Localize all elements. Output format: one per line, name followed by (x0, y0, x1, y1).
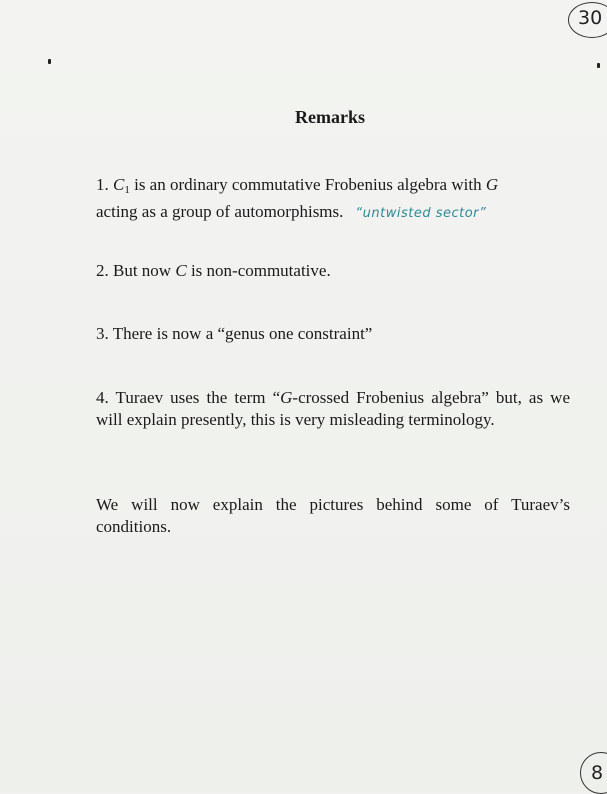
speck-mark (48, 59, 51, 64)
page-title: Remarks (295, 107, 365, 127)
remark-number: 1. (96, 175, 109, 194)
remark-number: 4. (96, 388, 109, 407)
page-number-top: 30 (578, 7, 603, 29)
remark-text: But now (113, 261, 176, 280)
math-subscript: 1 (124, 184, 130, 196)
remark-number: 3. (96, 324, 109, 343)
remark-text: acting as a group of automorphisms. (96, 202, 344, 221)
math-symbol: G (280, 388, 293, 407)
remark-2 (96, 260, 570, 282)
remark-4 (96, 387, 570, 431)
remark-3 (96, 323, 570, 345)
remark-1 (96, 174, 570, 225)
remark-text: Turaev uses the term “ (115, 388, 281, 407)
math-symbol: C (113, 175, 125, 194)
remark-text: is non-commutative. (186, 261, 331, 280)
closing-paragraph: We will now explain the pictures behind some of Turaev’s conditions. (96, 495, 570, 536)
speck-mark (597, 63, 600, 68)
remark-text: -crossed Frobenius algebra” but, as we will explain presently, this is very misleading terminology. (96, 388, 570, 429)
remark-text: is an ordinary commutative Frobenius algebra with (129, 175, 486, 194)
math-symbol: C (175, 261, 187, 280)
handwritten-annotation: “untwisted sector” (355, 206, 487, 221)
remark-number: 2. (96, 261, 109, 280)
math-symbol: G (485, 175, 499, 194)
page-number-bottom: 8 (591, 762, 604, 784)
remark-text: There is now a “genus one constraint” (112, 324, 373, 343)
